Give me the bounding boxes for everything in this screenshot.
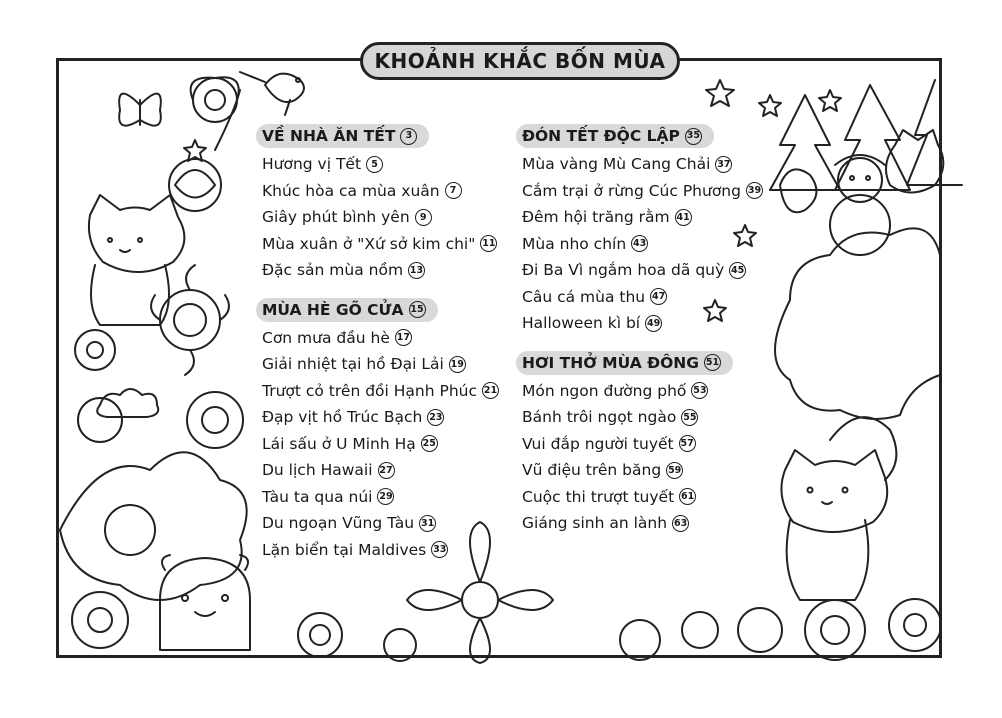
toc-item-label: Khúc hòa ca mùa xuân — [262, 181, 440, 200]
section-heading-label: ĐÓN TẾT ĐỘC LẬP — [522, 127, 680, 145]
butterfly-icon — [119, 94, 161, 126]
toc-item-label: Lặn biển tại Maldives — [262, 540, 427, 559]
page-number-badge: 41 — [675, 209, 692, 226]
toc-item[interactable] — [262, 510, 499, 537]
toc-item[interactable] — [522, 457, 763, 484]
toc-item[interactable] — [522, 178, 763, 205]
toc-item[interactable] — [522, 151, 763, 178]
page-number-badge: 7 — [445, 182, 462, 199]
toc-item-label: Mùa nho chín — [522, 234, 627, 253]
toc-item-label: Mùa xuân ở "Xứ sở kim chi" — [262, 234, 476, 253]
page-number-badge: 61 — [679, 488, 696, 505]
toc-item-label: Đêm hội trăng rằm — [522, 208, 670, 226]
page-number-badge: 21 — [482, 382, 499, 399]
page-number-badge: 59 — [666, 462, 683, 479]
section-heading[interactable] — [516, 124, 714, 148]
toc-item[interactable] — [262, 537, 499, 564]
snowman-icon — [830, 155, 890, 255]
section-gap — [522, 337, 763, 349]
cloud-icon — [775, 228, 940, 419]
toc-item-label: Trượt cỏ trên đồi Hạnh Phúc — [262, 381, 478, 400]
page-number-badge: 49 — [645, 315, 662, 332]
toc-item[interactable] — [262, 257, 499, 284]
page-number-badge: 63 — [672, 515, 689, 532]
toc-item[interactable] — [262, 178, 499, 205]
toc-item[interactable] — [522, 510, 763, 537]
sunflower-icon — [620, 599, 941, 660]
page-number-badge: 37 — [715, 156, 732, 173]
page-number-badge: 29 — [377, 488, 394, 505]
toc-item[interactable] — [522, 257, 763, 284]
toc-item-label: Du ngoạn Vũng Tàu — [262, 514, 415, 532]
flower-icon — [60, 452, 247, 600]
page-number-badge: 11 — [480, 235, 497, 252]
flower-icon — [75, 330, 122, 442]
page-number-badge: 23 — [427, 409, 444, 426]
toc-item[interactable] — [522, 378, 763, 405]
pine-tree-icon — [770, 80, 962, 190]
page-number-badge: 39 — [746, 182, 763, 199]
page-number-badge: 47 — [650, 288, 667, 305]
toc-right-column — [522, 122, 763, 537]
page-number-badge: 57 — [679, 435, 696, 452]
toc-item-label: Giáng sinh an lành — [522, 514, 668, 532]
page-number-badge: 3 — [400, 128, 417, 145]
section-gap — [262, 284, 499, 296]
page-number-badge: 35 — [685, 128, 702, 145]
toc-item-label: Du lịch Hawaii — [262, 461, 373, 479]
toc-item-label: Mùa vàng Mù Cang Chải — [522, 155, 711, 173]
toc-item[interactable] — [522, 204, 763, 231]
toc-item[interactable] — [262, 457, 499, 484]
toc-item[interactable] — [262, 378, 499, 405]
toc-item[interactable] — [522, 404, 763, 431]
toc-item[interactable] — [522, 231, 763, 258]
bird-icon — [240, 72, 304, 115]
toc-item[interactable] — [262, 431, 499, 458]
page-number-badge: 17 — [395, 329, 412, 346]
toc-item[interactable] — [262, 325, 499, 352]
toc-item-label: Cơn mưa đầu hè — [262, 328, 390, 347]
toc-item-label: Đặc sản mùa nồm — [262, 261, 404, 279]
section-heading-label: MÙA HÈ GÕ CỬA — [262, 300, 404, 319]
cat-icon — [89, 195, 185, 325]
toc-item-label: Cắm trại ở rừng Cúc Phương — [522, 181, 741, 200]
toc-left-column — [262, 122, 499, 563]
toc-item[interactable] — [522, 284, 763, 311]
sunflower-icon — [187, 392, 243, 448]
section-heading-row — [522, 349, 763, 377]
cloud-icon — [97, 389, 158, 417]
page-number-badge: 55 — [681, 409, 698, 426]
toc-item-label: Giây phút bình yên — [262, 208, 410, 226]
toc-item-label: Tàu ta qua núi — [262, 487, 373, 506]
toc-item[interactable] — [522, 310, 763, 337]
page-number-badge: 19 — [449, 356, 466, 373]
toc-item-label: Đi Ba Vì ngắm hoa dã quỳ — [522, 261, 725, 279]
toc-item[interactable] — [262, 151, 499, 178]
sunflower-icon — [298, 613, 416, 661]
section-heading-label: HƠI THỞ MÙA ĐÔNG — [522, 353, 699, 372]
section-heading[interactable] — [256, 124, 429, 148]
section-heading-label: VỀ NHÀ ĂN TẾT — [262, 127, 396, 145]
toc-item-label: Giải nhiệt tại hồ Đại Lải — [262, 355, 444, 373]
sunflower-icon — [72, 592, 128, 648]
toc-item-label: Đạp vịt hồ Trúc Bạch — [262, 408, 423, 426]
toc-item[interactable] — [262, 404, 499, 431]
toc-item[interactable] — [262, 484, 499, 511]
toc-item-label: Cuộc thi trượt tuyết — [522, 487, 675, 506]
toc-item-label: Hương vị Tết — [262, 155, 362, 173]
page-number-badge: 15 — [409, 301, 426, 318]
section-heading-row — [262, 296, 499, 324]
toc-item-label: Bánh trôi ngọt ngào — [522, 408, 677, 426]
toc-item-label: Vũ điệu trên băng — [522, 461, 662, 479]
toc-item-label: Lái sấu ở U Minh Hạ — [262, 434, 416, 453]
page-number-badge: 43 — [631, 235, 648, 252]
page-number-badge: 51 — [704, 354, 721, 371]
page-number-badge: 53 — [691, 382, 708, 399]
section-heading[interactable] — [516, 351, 733, 375]
section-heading-row — [262, 122, 499, 150]
cat-icon — [781, 417, 896, 600]
toc-item-label: Halloween kì bí — [522, 314, 641, 332]
page-number-badge: 27 — [378, 462, 395, 479]
toc-item[interactable] — [262, 231, 499, 258]
page-number-badge: 25 — [421, 435, 438, 452]
cat-icon — [780, 130, 943, 212]
page-number-badge: 13 — [408, 262, 425, 279]
toc-item[interactable] — [262, 351, 499, 378]
toc-item-label: Món ngon đường phố — [522, 381, 687, 400]
page-number-badge: 33 — [431, 541, 448, 558]
toc-item[interactable] — [262, 204, 499, 231]
toc-item[interactable] — [522, 431, 763, 458]
toc-item-label: Vui đắp người tuyết — [522, 434, 674, 453]
page-title: KHOẢNH KHẮC BỐN MÙA — [360, 42, 680, 80]
toc-item[interactable] — [522, 484, 763, 511]
toc-item-label: Câu cá mùa thu — [522, 287, 646, 306]
page-number-badge: 5 — [366, 156, 383, 173]
page-number-badge: 31 — [419, 515, 436, 532]
page-number-badge: 9 — [415, 209, 432, 226]
page-number-badge: 45 — [729, 262, 746, 279]
section-heading-row — [522, 122, 763, 150]
section-heading[interactable] — [256, 298, 438, 322]
